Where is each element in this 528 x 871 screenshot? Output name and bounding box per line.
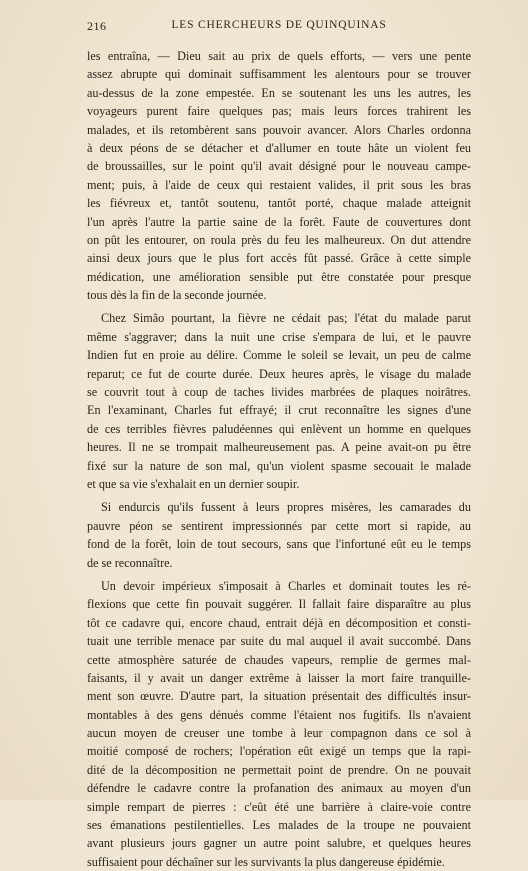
text-line: dité de la décomposition ne permettait point de prendre. On ne pouvait	[87, 762, 471, 777]
paragraph	[87, 498, 471, 572]
text-line: faisants, il y avait un danger extrême à laisser la mort faire tranquille-	[87, 670, 471, 685]
text-line: tous dès la fin de la seconde journée.	[87, 288, 267, 303]
text-line: montables à des gens dénués comme l'étaient nos fugitifs. Ils n'avaient	[87, 707, 471, 722]
text-line: se couvrit tout à coup de taches livides marbrées de plaques noirâtres.	[87, 385, 471, 400]
text-line: malades, et ils retombèrent sans pouvoir avancer. Alors Charles ordonna	[87, 122, 471, 137]
paragraph	[87, 309, 471, 493]
text-line: moitié composé de rochers; l'opération eût exigé un temps que la rapi-	[87, 744, 471, 759]
text-line: cette atmosphère saturée de chaudes vapeurs, remplie de germes mal-	[87, 652, 471, 667]
text-line: les entraîna, — Dieu sait au prix de quels efforts, — vers une pente	[87, 49, 471, 63]
text-line: Si endurcis qu'ils fussent à leurs propres misères, les camarades du	[101, 500, 471, 515]
text-line: flexions que cette fin pouvait suggérer. Il fallait faire disparaître au plus	[87, 597, 471, 612]
paragraph	[87, 577, 471, 871]
text-line: les fiévreux et, tantôt soutenu, tantôt porté, chaque malade atteignit	[87, 196, 471, 211]
text-line: aucun moyen de creuser une tombe à leur compagnon dans ce sol à	[87, 726, 471, 741]
text-line: ses émanations pestilentielles. Les malades de la troupe ne pouvaient	[87, 818, 471, 833]
text-line: pauvre péon se sentirent impressionnés par cette mort si rapide, au	[87, 518, 471, 533]
paragraph	[87, 47, 471, 304]
text-line: En l'examinant, Charles fut effrayé; il crut reconnaître les signes d'une	[87, 403, 471, 418]
text-line: fixé sur la nature de son mal, qu'un violent spasme secouait le malade	[87, 458, 471, 473]
text-line: au-dessus de la zone empestée. En se soutenant les uns les autres, les	[87, 85, 471, 100]
text-line: et que sa vie s'exhalait en un dernier soupir.	[87, 476, 300, 491]
text-line: à deux péons de se détacher et d'allumer en toute hâte un violent feu	[87, 140, 471, 155]
text-line: ainsi deux jours que le plus fort accès fût passé. Grâce à cette simple	[87, 251, 471, 266]
text-line: de se reconnaître.	[87, 555, 173, 570]
text-line: voyageurs purent faire quelques pas; mais leurs forces trahirent les	[87, 104, 471, 119]
body-text	[87, 47, 471, 871]
text-line: ment; puis, à l'aide de ceux qui restaient valides, il prit sous les bras	[87, 177, 471, 192]
text-line: simple rempart de pierres : c'eût été une barrière à claire-voie contre	[87, 799, 471, 814]
text-line: reparut; ce fut de courte durée. Deux heures après, le visage du malade	[87, 366, 471, 381]
text-line: avant plusieurs jours gagner un autre point salubre, et quelques heures	[87, 836, 471, 851]
text-line: défendre le cadavre contre la profanation des animaux au moyen d'un	[87, 781, 471, 796]
text-line: ment son œuvre. D'autre part, la situation présentait des difficultés insur-	[87, 689, 471, 704]
text-line: heures. Il ne se trompait malheureusement pas. A peine avait-on pu être	[87, 440, 471, 455]
text-line: fond de la forêt, loin de tout secours, sans que l'infortuné eût eu le temps	[87, 537, 471, 552]
text-line: de broussailles, sur le point qu'il avait désigné pour le nouveau campe-	[87, 159, 471, 174]
text-line: Un devoir impérieux s'imposait à Charles et dominait toutes les ré-	[101, 578, 471, 593]
page-number: 216	[87, 19, 107, 33]
text-line: on pût les entourer, on roula près du feu les malheureux. On dut attendre	[87, 232, 471, 247]
page-header	[87, 19, 471, 37]
text-line: de ces terribles fièvres paludéennes qui enlèvent un homme en quelques	[87, 421, 471, 436]
text-line: l'un après l'autre la partie saine de la forêt. Faute de couvertures dont	[87, 214, 471, 229]
text-line: assez abrupte qui dominait suffisamment les alentours pour se trouver	[87, 67, 471, 82]
text-line: suffisaient pour déchaîner sur les survivants la plus dangereuse épidémie.	[87, 854, 445, 869]
running-title: LES CHERCHEURS DE QUINQUINAS	[171, 19, 387, 31]
text-line: Indien fut en proie au délire. Comme le soleil se levait, un peu de calme	[87, 348, 471, 363]
text-line: Chez Simão pourtant, la fièvre ne cédait pas; l'état du malade parut	[101, 311, 471, 326]
text-line: tuait une terrible menace par suite du mal auquel il avait succombé. Dans	[87, 634, 471, 649]
text-line: médication, une amélioration sensible put être constatée pour presque	[87, 269, 471, 284]
text-line: même s'aggraver; dans la nuit une crise s'empara de lui, et le pauvre	[87, 329, 471, 344]
text-line: tôt ce cadavre qui, encore chaud, entrait déjà en décomposition et consti-	[87, 615, 471, 630]
